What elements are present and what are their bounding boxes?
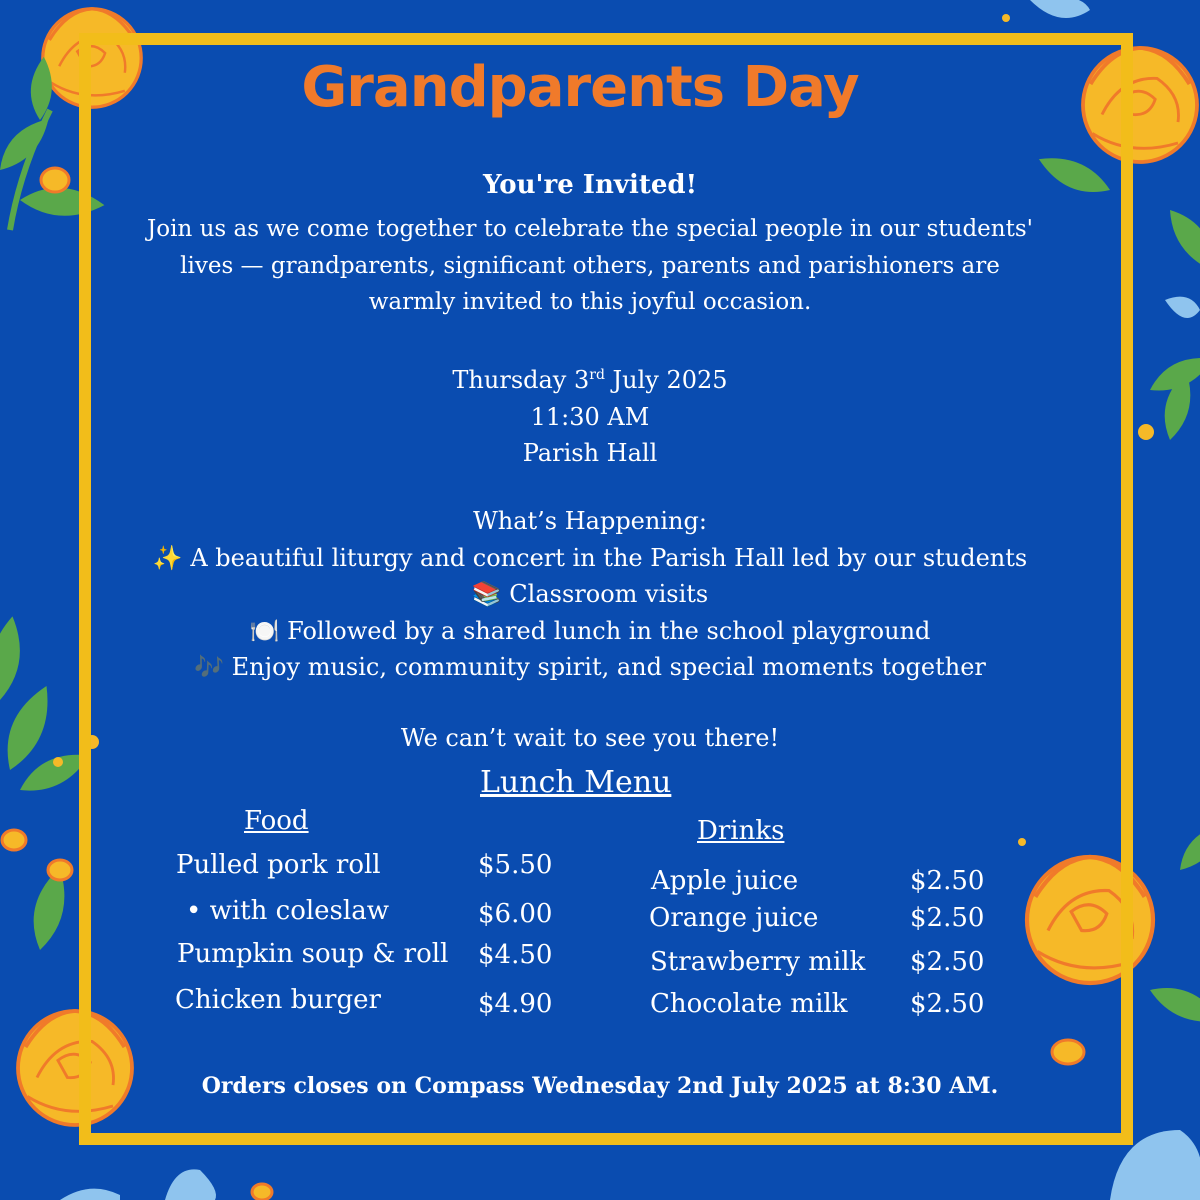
drink-item-price: $2.50 xyxy=(910,866,985,896)
books-icon: 📚 xyxy=(471,580,502,608)
plate-icon: 🍽️ xyxy=(249,616,280,645)
drinks-heading: Drinks xyxy=(697,816,785,846)
intro-line: lives — grandparents, significant others, parents and parishioners are xyxy=(180,252,1000,279)
food-heading: Food xyxy=(244,806,309,836)
food-item-price: $6.00 xyxy=(478,899,553,929)
drink-item-price: $2.50 xyxy=(910,947,985,977)
food-item-price: $4.50 xyxy=(478,940,553,970)
happening-item xyxy=(0,613,1190,650)
drink-item-name: Orange juice xyxy=(649,903,819,933)
event-date-month-year: July 2025 xyxy=(604,366,728,394)
invited-heading: You're Invited! xyxy=(483,170,697,200)
food-item-name: • with coleslaw xyxy=(186,896,389,926)
happening-item-text: Classroom visits xyxy=(509,580,709,608)
music-notes-icon: 🎶 xyxy=(194,653,225,681)
food-item-name: Chicken burger xyxy=(175,985,381,1015)
event-time: 11:30 AM xyxy=(530,402,650,431)
intro-line: Join us as we come together to celebrate the special people in our students' xyxy=(147,216,1033,242)
happening-heading: What’s Happening: xyxy=(473,507,707,535)
sparkles-icon: ✨ xyxy=(152,543,183,572)
event-date-day: Thursday 3 xyxy=(452,366,590,394)
event-date-suffix: rd xyxy=(589,367,605,383)
event-date xyxy=(0,357,1190,399)
food-item-price: $4.90 xyxy=(478,989,553,1019)
closing-text: We can’t wait to see you there! xyxy=(400,724,780,752)
drink-item-price: $2.50 xyxy=(910,903,985,933)
drink-item-name: Apple juice xyxy=(651,866,799,896)
food-item-name: Pulled pork roll xyxy=(176,850,381,880)
happening-item-text: Enjoy music, community spirit, and special moments together xyxy=(231,653,986,681)
happening-item xyxy=(0,649,1190,686)
intro-line: warmly invited to this joyful occasion. xyxy=(368,289,812,315)
food-item-name: Pumpkin soup & roll xyxy=(177,939,449,969)
intro-text xyxy=(0,211,1190,321)
whats-happening xyxy=(0,503,1190,686)
drink-item-name: Chocolate milk xyxy=(650,989,848,1019)
food-item-price: $5.50 xyxy=(478,850,553,880)
event-place: Parish Hall xyxy=(522,439,658,467)
lunch-menu-title: Lunch Menu xyxy=(480,765,672,800)
happening-item xyxy=(0,576,1190,613)
drink-item-name: Strawberry milk xyxy=(650,947,866,977)
happening-item-text: A beautiful liturgy and concert in the Parish Hall led by our students xyxy=(190,543,1028,572)
orders-deadline-note: Orders closes on Compass Wednesday 2nd July 2025 at 8:30 AM. xyxy=(201,1073,999,1099)
happening-item xyxy=(0,540,1190,577)
drink-item-price: $2.50 xyxy=(910,989,985,1019)
happening-item-text: Followed by a shared lunch in the school playground xyxy=(287,616,931,645)
event-details xyxy=(0,357,1190,472)
page-title: Grandparents Day xyxy=(301,55,859,120)
